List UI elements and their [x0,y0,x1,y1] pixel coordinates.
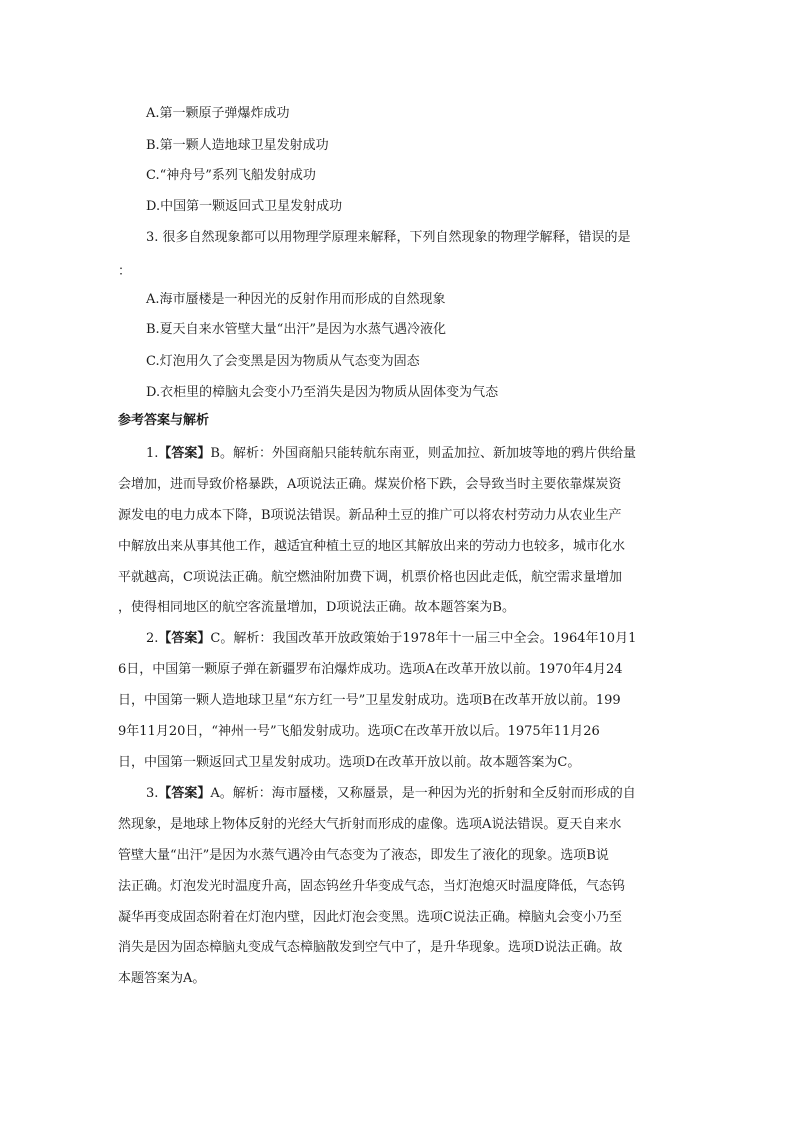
answer-3 [118,784,678,1000]
answer-text: C。解析：我国改革开放政策始于1978年十一届三中全会。1964年10月1 [210,631,637,646]
answer-tag: 【答案】 [158,446,211,461]
answer-tag: 【答案】 [158,631,211,646]
answer-line [118,784,678,815]
answer-number: 3. [146,786,159,801]
answer-line: 管壁大量“出汗”是因为水蒸气遇冷由气态变为了液态，即发生了液化的现象。选项B说 [118,847,609,863]
answer-number: 1. [146,446,159,461]
answer-line: 消失是因为固态樟脑丸变成气态樟脑散发到空气中了，是升华现象。选项D说法正确。故 [118,940,623,956]
answer-line: 日，中国第一颗返回式卫星发射成功。选项D在改革开放以前。故本题答案为C。 [118,754,581,770]
answer-line: 凝华再变成固态附着在灯泡内壁，因此灯泡会变黑。选项C说法正确。樟脑丸会变小乃至 [118,909,622,925]
q3-stem-tail: ： [118,264,132,279]
answer-line: 然现象，是地球上物体反射的光经大气折射而形成的虚像。选项A说法错误。夏天自来水 [118,816,622,832]
answer-line: 法正确。灯泡发光时温度升高，固态钨丝升华变成气态，当灯泡熄灭时温度降低，气态钨 [118,878,626,894]
q2-option-a: A.第一颗原子弹爆炸成功 [146,106,290,121]
answer-line: 源发电的电力成本下降，B项说法错误。新品种土豆的推广可以将农村劳动力从农业生产 [118,507,622,523]
answer-line: 本题答案为A。 [118,971,206,987]
answer-2 [118,629,678,783]
answer-line [118,444,678,475]
answers-heading: 参考答案与解析 [118,413,210,428]
answer-line: 平就越高，C项说法正确。航空燃油附加费下调，机票价格也因此走低，航空需求量增加 [118,569,622,585]
q2-option-d: D.中国第一颗返回式卫星发射成功 [146,199,343,214]
q3-option-a: A.海市蜃楼是一种因光的反射作用而形成的自然现象 [146,292,446,307]
answer-line: ，使得相同地区的航空客流量增加，D项说法正确。故本题答案为B。 [118,600,515,616]
answer-line: 日，中国第一颗人造地球卫星“东方红一号”卫星发射成功。选项B在改革开放以前。199 [118,692,621,708]
q3-option-d: D.衣柜里的樟脑丸会变小乃至消失是因为物质从固体变为气态 [146,385,499,400]
q3-option-c: C.灯泡用久了会变黑是因为物质从气态变为固态 [146,354,420,369]
answer-tag: 【答案】 [158,786,211,801]
answer-line [118,629,678,660]
answer-text: A。解析：海市蜃楼，又称蜃景，是一种因为光的折射和全反射而形成的自 [210,786,636,801]
answer-line: 中解放出来从事其他工作，越适宜种植土豆的地区其解放出来的劳动力也较多，城市化水 [118,538,626,554]
q2-option-c: C.“神舟号”系列飞船发射成功 [146,168,316,183]
answer-text: B。解析：外国商船只能转航东南亚，则孟加拉、新加坡等地的鸦片供给量 [210,446,636,461]
answer-line: 会增加，进而导致价格暴跌，A项说法正确。煤炭价格下跌，会导致当时主要依靠煤炭资 [118,476,622,492]
answer-line: 9年11月20日，“神州一号”飞船发射成功。选项C在改革开放以后。1975年11月26 [118,723,600,739]
answer-1 [118,444,678,629]
q3-stem: 3. 很多自然现象都可以用物理学原理来解释，下列自然现象的物理学解释，错误的是 [146,230,631,245]
answer-line: 6日，中国第一颗原子弹在新疆罗布泊爆炸成功。选项A在改革开放以前。1970年4月24 [118,661,623,677]
q3-option-b: B.夏天自来水管壁大量“出汗”是因为水蒸气遇冷液化 [146,322,446,337]
answer-number: 2. [146,631,159,646]
q2-option-b: B.第一颗人造地球卫星发射成功 [146,138,329,153]
